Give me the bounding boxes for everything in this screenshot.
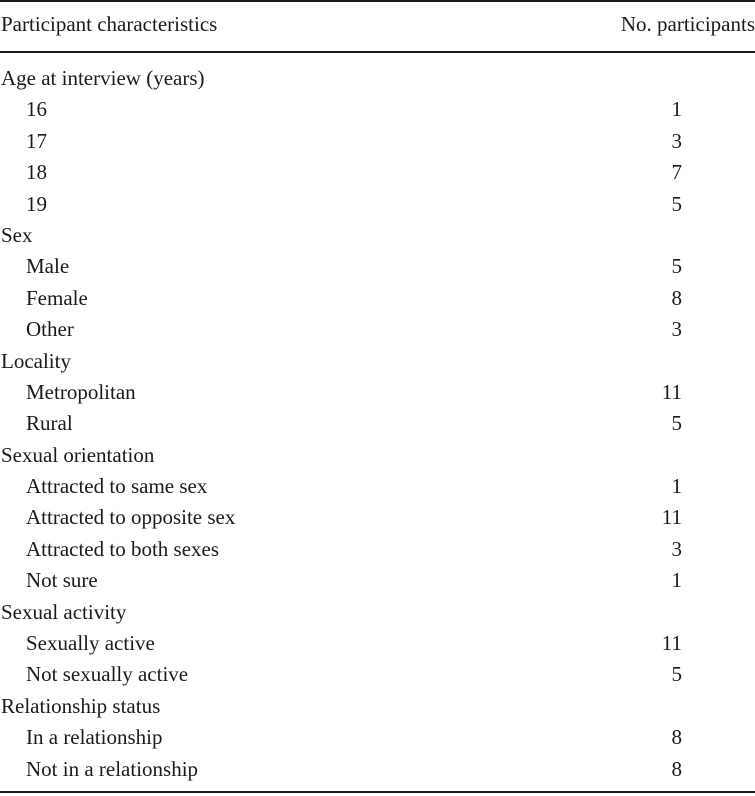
row-count: 11 — [661, 379, 682, 404]
row-label: Not sexually active — [26, 662, 189, 687]
row-label: 16 — [26, 97, 47, 122]
row-count: 5 — [671, 254, 682, 279]
group-heading-row — [0, 597, 755, 628]
row-label: Rural — [26, 411, 73, 436]
row-count: 11 — [661, 631, 682, 656]
table-row — [0, 659, 755, 690]
group-label: Sex — [1, 222, 33, 247]
table-row — [0, 94, 755, 125]
table-row — [0, 408, 755, 439]
row-count: 8 — [671, 285, 682, 310]
table-row — [0, 251, 755, 282]
row-count: 5 — [671, 191, 682, 216]
row-count: 3 — [671, 536, 682, 561]
group-heading-row — [0, 220, 755, 251]
table-row — [0, 754, 755, 785]
row-count: 1 — [671, 97, 682, 122]
table-row — [0, 534, 755, 565]
row-count: 1 — [671, 474, 682, 499]
group-label: Locality — [1, 348, 71, 373]
row-count: 8 — [671, 725, 682, 750]
table-row — [0, 314, 755, 345]
row-count: 7 — [671, 160, 682, 185]
table-row — [0, 126, 755, 157]
header-characteristics: Participant characteristics — [1, 12, 218, 36]
table-row — [0, 471, 755, 502]
row-label: Male — [26, 254, 70, 279]
group-label: Relationship status — [1, 693, 161, 718]
row-label: 17 — [26, 128, 47, 153]
row-count: 3 — [671, 128, 682, 153]
table-row — [0, 628, 755, 659]
row-label: 18 — [26, 160, 47, 185]
row-label: Not in a relationship — [26, 756, 199, 781]
header-rule — [0, 51, 755, 53]
group-heading-row — [0, 440, 755, 471]
group-heading-row — [0, 691, 755, 722]
group-label: Age at interview (years) — [1, 66, 205, 90]
row-count: 3 — [671, 317, 682, 342]
bottom-rule — [0, 791, 755, 793]
group-heading-row — [0, 63, 755, 94]
header-count: No. participants — [620, 12, 755, 36]
table-row — [0, 283, 755, 314]
table-body — [0, 63, 755, 785]
row-count: 1 — [671, 568, 682, 593]
row-label: Attracted to same sex — [26, 474, 208, 499]
row-count: 8 — [671, 756, 682, 781]
table-row — [0, 189, 755, 220]
table-header — [0, 0, 755, 51]
row-count: 5 — [671, 411, 682, 436]
table-row — [0, 565, 755, 596]
row-label: Not sure — [26, 568, 98, 593]
table-row — [0, 157, 755, 188]
table-row — [0, 502, 755, 533]
row-label: Attracted to opposite sex — [26, 505, 236, 530]
row-label: Other — [26, 317, 74, 342]
row-count: 5 — [671, 662, 682, 687]
row-label: Metropolitan — [26, 379, 136, 404]
row-count: 11 — [661, 505, 682, 530]
row-label: 19 — [26, 191, 47, 216]
group-label: Sexual orientation — [1, 442, 155, 467]
row-label: Attracted to both sexes — [26, 536, 220, 561]
row-label: In a relationship — [26, 725, 163, 750]
row-label: Female — [26, 285, 88, 310]
table-row — [0, 722, 755, 753]
row-label: Sexually active — [26, 631, 155, 656]
group-heading-row — [0, 346, 755, 377]
table-row — [0, 377, 755, 408]
group-label: Sexual activity — [1, 599, 127, 624]
